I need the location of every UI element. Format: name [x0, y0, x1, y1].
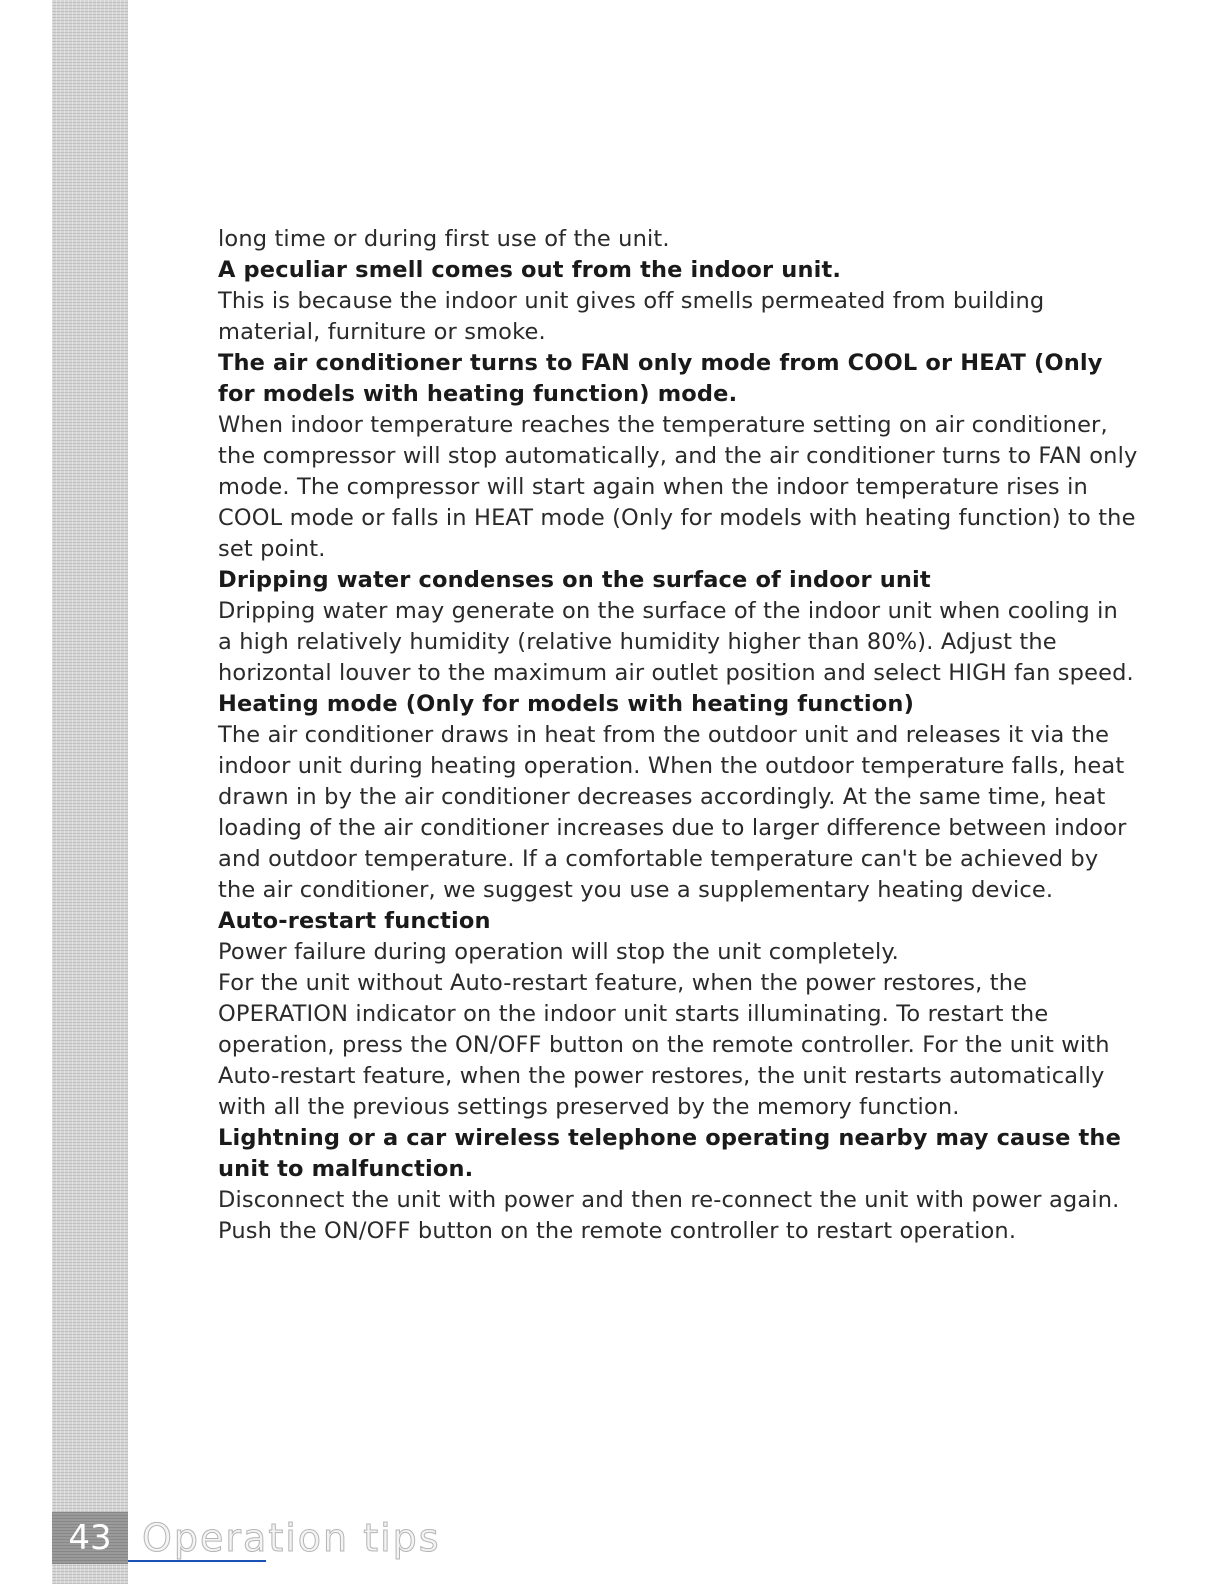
heading-auto-restart: Auto-restart function — [218, 908, 491, 934]
page-number: 43 — [52, 1512, 128, 1564]
heading-dripping-water: Dripping water condenses on the surface of indoor unit — [218, 567, 931, 593]
paragraph-dripping-water: Dripping water may generate on the surface of the indoor unit when cooling in a high relatively humidity (relative humidity higher than 80%). Adjust the horizontal louver to the maximum air outlet position and select HIGH fan speed. — [218, 598, 1134, 686]
side-decorative-band — [52, 0, 128, 1584]
paragraph-auto-restart: For the unit without Auto-restart feature, when the power restores, the OPERATION indicator on the indoor unit starts illuminating. To restart the operation, press the ON/OFF button on the remote controller. For the unit with Auto-restart feature, when the power restores, the unit restarts automatically with all the previous settings preserved by the memory function. — [218, 970, 1110, 1120]
section-title-underline — [128, 1560, 266, 1562]
heading-fan-only-mode: The air conditioner turns to FAN only mode from COOL or HEAT (Only for models with heating function) mode. — [218, 350, 1103, 407]
paragraph-heating-mode: The air conditioner draws in heat from the outdoor unit and releases it via the indoor unit during heating operation. When the outdoor temperature falls, heat drawn in by the air conditioner decreases accordingly. At the same time, heat loading of the air conditioner increases due to larger difference between indoor and outdoor temperature. If a comfortable temperature can't be achieved by the air conditioner, we suggest you use a supplementary heating device. — [218, 722, 1127, 903]
heading-heating-mode: Heating mode (Only for models with heating function) — [218, 691, 915, 717]
paragraph-fan-only-mode: When indoor temperature reaches the temperature setting on air conditioner, the compressor will stop automatically, and the air conditioner turns to FAN only mode. The compressor will start again when the indoor temperature rises in COOL mode or falls in HEAT mode (Only for models with heating function) to the set point. — [218, 412, 1138, 562]
paragraph-continuation: long time or during first use of the unit. — [218, 226, 670, 252]
paragraph-lightning: Disconnect the unit with power and then re-connect the unit with power again. Push the ON/OFF button on the remote controller to restart operation. — [218, 1187, 1120, 1244]
heading-lightning: Lightning or a car wireless telephone operating nearby may cause the unit to malfunction. — [218, 1125, 1121, 1182]
paragraph-peculiar-smell: This is because the indoor unit gives off smells permeated from building material, furniture or smoke. — [218, 288, 1045, 345]
section-title: Operation tips — [142, 1516, 441, 1560]
paragraph-power-failure: Power failure during operation will stop the unit completely. — [218, 939, 899, 965]
page-content — [218, 224, 1138, 1247]
heading-peculiar-smell: A peculiar smell comes out from the indoor unit. — [218, 257, 842, 283]
